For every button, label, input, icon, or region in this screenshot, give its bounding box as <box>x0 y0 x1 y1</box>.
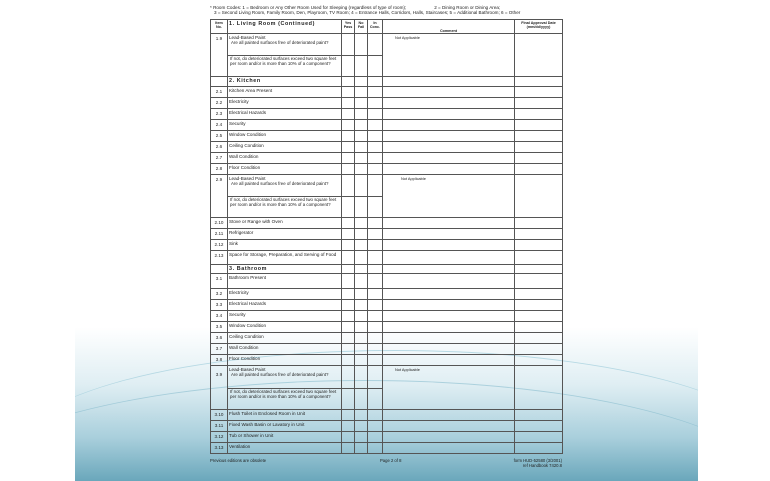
footer-obsolete-note: Previous editions are obsolete <box>210 458 267 463</box>
yes-pass-checkbox[interactable] <box>342 410 355 421</box>
no-fail-checkbox[interactable] <box>355 289 368 300</box>
in-conc-checkbox[interactable] <box>368 131 383 142</box>
kitchen-rows-2 <box>211 218 563 265</box>
approval-date-cell[interactable] <box>515 410 563 421</box>
in-conc-checkbox[interactable] <box>368 98 383 109</box>
item-number: 3.5 <box>211 322 228 333</box>
item-label: Stove or Range with Oven <box>228 218 342 229</box>
in-conc-checkbox[interactable] <box>368 389 383 410</box>
no-fail-checkbox[interactable] <box>355 218 368 229</box>
item-number: 1.9 <box>211 34 228 77</box>
comment-cell[interactable] <box>383 344 515 355</box>
approval-date-cell[interactable] <box>515 229 563 240</box>
approval-date-cell[interactable] <box>515 164 563 175</box>
item-question: If not, do deteriorated surfaces exceed two square feet per room and/or is more than 10% of a component? <box>228 389 342 410</box>
yes-pass-checkbox[interactable] <box>342 142 355 153</box>
item-number: 2.9 <box>211 175 228 218</box>
approval-date-cell[interactable] <box>515 432 563 443</box>
header-item-no: Item No. <box>211 20 228 34</box>
table-row <box>211 251 563 265</box>
no-fail-checkbox[interactable] <box>355 56 368 77</box>
item-number: 2.4 <box>211 120 228 131</box>
item-label: Ceiling Condition <box>228 142 342 153</box>
section-header-row <box>211 77 563 87</box>
in-conc-checkbox[interactable] <box>368 344 383 355</box>
approval-date-cell[interactable] <box>515 251 563 265</box>
in-conc-checkbox[interactable] <box>368 421 383 432</box>
footer-handbook-ref: ref Handbook 7420.8 <box>522 463 562 468</box>
table-row <box>211 164 563 175</box>
in-conc-checkbox[interactable] <box>368 34 383 56</box>
in-conc-checkbox[interactable] <box>368 366 383 389</box>
in-conc-checkbox[interactable] <box>368 432 383 443</box>
comment-cell[interactable] <box>383 109 515 120</box>
no-fail-checkbox[interactable] <box>355 240 368 251</box>
item-number: 3.1 <box>211 274 228 289</box>
header-no-fail: No Fail <box>355 20 368 34</box>
comment-cell[interactable] <box>383 251 515 265</box>
yes-pass-checkbox[interactable] <box>342 229 355 240</box>
item-label: Flush Toilet in Enclosed Room in Unit <box>228 410 342 421</box>
room-codes-legend <box>210 5 562 16</box>
item-number: 2.1 <box>211 87 228 98</box>
in-conc-checkbox[interactable] <box>368 274 383 289</box>
section-title-kitchen: 2. Kitchen <box>228 77 342 87</box>
table-row <box>211 175 563 197</box>
comment-cell[interactable] <box>383 98 515 109</box>
yes-pass-checkbox[interactable] <box>342 333 355 344</box>
item-number: 3.9 <box>211 366 228 410</box>
item-label: Lead-Based Paint <box>229 35 266 40</box>
in-conc-checkbox[interactable] <box>368 164 383 175</box>
legend-line-2: 3 = Second Living Room, Family Room, Den, Playroom, TV Room; 4 = Entrance Halls, Corridors, Halls, Staircases; 5 = Additional Bathroom; 6 = Other <box>214 10 521 16</box>
yes-pass-checkbox[interactable] <box>342 300 355 311</box>
comment-cell[interactable] <box>383 164 515 175</box>
section-title-living-room: 1. Living Room (Continued) <box>228 20 342 34</box>
in-conc-checkbox[interactable] <box>368 87 383 98</box>
comment-cell[interactable] <box>383 153 515 164</box>
header-yes-pass: Yes Pass <box>342 20 355 34</box>
in-conc-checkbox[interactable] <box>368 218 383 229</box>
approval-date-cell[interactable] <box>515 120 563 131</box>
no-fail-checkbox[interactable] <box>355 421 368 432</box>
in-conc-checkbox[interactable] <box>368 142 383 153</box>
yes-pass-checkbox[interactable] <box>342 251 355 265</box>
in-conc-checkbox[interactable] <box>368 109 383 120</box>
in-conc-checkbox[interactable] <box>368 197 383 218</box>
in-conc-checkbox[interactable] <box>368 289 383 300</box>
in-conc-checkbox[interactable] <box>368 443 383 454</box>
in-conc-checkbox[interactable] <box>368 153 383 164</box>
item-label: Kitchen Area Present <box>228 87 342 98</box>
item-number: 3.11 <box>211 421 228 432</box>
item-label: Window Condition <box>228 322 342 333</box>
approval-date-cell[interactable] <box>515 443 563 454</box>
table-row <box>211 289 563 300</box>
no-fail-checkbox[interactable] <box>355 355 368 366</box>
item-number: 3.3 <box>211 300 228 311</box>
comment-cell[interactable] <box>383 142 515 153</box>
no-fail-checkbox[interactable] <box>355 175 368 197</box>
table-row <box>211 153 563 164</box>
table-row <box>211 218 563 229</box>
item-number: 3.10 <box>211 410 228 421</box>
legend-line-1b: 2 = Dining Room or Dining Area; <box>434 5 501 10</box>
no-fail-checkbox[interactable] <box>355 311 368 322</box>
yes-pass-checkbox[interactable] <box>342 164 355 175</box>
approval-date-cell[interactable] <box>515 274 563 289</box>
yes-pass-checkbox[interactable] <box>342 311 355 322</box>
table-row <box>211 300 563 311</box>
in-conc-checkbox[interactable] <box>368 240 383 251</box>
comment-cell[interactable]: Not Applicable <box>383 34 515 77</box>
item-question: Are all painted surfaces free of deteriorated paint? <box>231 372 329 378</box>
in-conc-checkbox[interactable] <box>368 333 383 344</box>
yes-pass-checkbox[interactable] <box>342 421 355 432</box>
comment-cell[interactable] <box>383 432 515 443</box>
item-label: Wall Condition <box>228 153 342 164</box>
table-row <box>211 311 563 322</box>
yes-pass-checkbox[interactable] <box>342 240 355 251</box>
no-fail-checkbox[interactable] <box>355 120 368 131</box>
approval-date-cell[interactable] <box>515 142 563 153</box>
no-fail-checkbox[interactable] <box>355 344 368 355</box>
comment-cell[interactable] <box>383 218 515 229</box>
no-fail-checkbox[interactable] <box>355 109 368 120</box>
no-fail-checkbox[interactable] <box>355 153 368 164</box>
yes-pass-checkbox[interactable] <box>342 56 355 77</box>
header-in-conc: In Conc. <box>368 20 383 34</box>
approval-date-cell[interactable] <box>515 333 563 344</box>
yes-pass-checkbox[interactable] <box>342 432 355 443</box>
yes-pass-checkbox[interactable] <box>342 34 355 56</box>
approval-date-cell[interactable] <box>515 366 563 410</box>
item-number: 2.13 <box>211 251 228 265</box>
approval-date-cell[interactable] <box>515 421 563 432</box>
in-conc-checkbox[interactable] <box>368 56 383 77</box>
item-label: Sink <box>228 240 342 251</box>
yes-pass-checkbox[interactable] <box>342 443 355 454</box>
approval-date-cell[interactable] <box>515 344 563 355</box>
table-row <box>211 240 563 251</box>
yes-pass-checkbox[interactable] <box>342 344 355 355</box>
table-row <box>211 131 563 142</box>
no-fail-checkbox[interactable] <box>355 131 368 142</box>
approval-date-cell[interactable] <box>515 322 563 333</box>
no-fail-checkbox[interactable] <box>355 410 368 421</box>
no-fail-checkbox[interactable] <box>355 251 368 265</box>
item-label: Ceiling Condition <box>228 333 342 344</box>
in-conc-checkbox[interactable] <box>368 322 383 333</box>
footer-page-number: Page 2 of 8 <box>380 458 402 463</box>
no-fail-checkbox[interactable] <box>355 322 368 333</box>
no-fail-checkbox[interactable] <box>355 300 368 311</box>
item-number: 2.12 <box>211 240 228 251</box>
bathroom-rows <box>211 274 563 366</box>
item-number: 2.7 <box>211 153 228 164</box>
in-conc-checkbox[interactable] <box>368 355 383 366</box>
kitchen-rows <box>211 87 563 175</box>
approval-date-cell[interactable] <box>515 289 563 300</box>
table-row <box>211 87 563 98</box>
approval-date-cell[interactable] <box>515 87 563 98</box>
header-comment: Comment <box>383 20 515 34</box>
item-number: 2.8 <box>211 164 228 175</box>
item-number: 3.8 <box>211 355 228 366</box>
item-label: Electrical Hazards <box>228 109 342 120</box>
table-row <box>211 98 563 109</box>
item-label: Window Condition <box>228 131 342 142</box>
item-number: 2.3 <box>211 109 228 120</box>
item-label: Security <box>228 120 342 131</box>
item-number: 3.4 <box>211 311 228 322</box>
item-number: 2.11 <box>211 229 228 240</box>
no-fail-checkbox[interactable] <box>355 98 368 109</box>
comment-cell[interactable] <box>383 289 515 300</box>
in-conc-checkbox[interactable] <box>368 175 383 197</box>
table-row <box>211 333 563 344</box>
yes-pass-checkbox[interactable] <box>342 389 355 410</box>
item-number: 3.6 <box>211 333 228 344</box>
no-fail-checkbox[interactable] <box>355 389 368 410</box>
in-conc-checkbox[interactable] <box>368 251 383 265</box>
comment-cell[interactable] <box>383 131 515 142</box>
item-label: Floor Condition <box>228 355 342 366</box>
item-label: Refrigerator <box>228 229 342 240</box>
approval-date-cell[interactable] <box>515 175 563 218</box>
comment-cell[interactable] <box>383 120 515 131</box>
table-row <box>211 344 563 355</box>
approval-date-cell[interactable] <box>515 311 563 322</box>
item-label: Fixed Wash Basin or Lavatory in Unit <box>228 421 342 432</box>
footer-form-number: form HUD-52580 (3/2001) <box>513 458 562 463</box>
table-row <box>211 34 563 56</box>
item-label: Electricity <box>228 98 342 109</box>
table-row <box>211 229 563 240</box>
yes-pass-checkbox[interactable] <box>342 87 355 98</box>
no-fail-checkbox[interactable] <box>355 34 368 56</box>
item-number: 3.13 <box>211 443 228 454</box>
comment-cell[interactable]: Not Applicable <box>383 175 515 218</box>
item-number: 3.12 <box>211 432 228 443</box>
yes-pass-checkbox[interactable] <box>342 175 355 197</box>
approval-date-cell[interactable] <box>515 240 563 251</box>
item-label: Ventilation <box>228 443 342 454</box>
no-fail-checkbox[interactable] <box>355 87 368 98</box>
no-fail-checkbox[interactable] <box>355 142 368 153</box>
yes-pass-checkbox[interactable] <box>342 98 355 109</box>
item-number: 2.5 <box>211 131 228 142</box>
table-row <box>211 355 563 366</box>
no-fail-checkbox[interactable] <box>355 164 368 175</box>
table-row <box>211 432 563 443</box>
yes-pass-checkbox[interactable] <box>342 322 355 333</box>
comment-cell[interactable] <box>383 274 515 289</box>
item-question: Are all painted surfaces free of deteriorated paint? <box>231 181 329 187</box>
yes-pass-checkbox[interactable] <box>342 109 355 120</box>
no-fail-checkbox[interactable] <box>355 197 368 218</box>
item-number: 3.2 <box>211 289 228 300</box>
comment-cell[interactable] <box>383 240 515 251</box>
no-fail-checkbox[interactable] <box>355 443 368 454</box>
item-number: 2.10 <box>211 218 228 229</box>
item-label: Floor Condition <box>228 164 342 175</box>
in-conc-checkbox[interactable] <box>368 229 383 240</box>
no-fail-checkbox[interactable] <box>355 229 368 240</box>
approval-date-cell[interactable] <box>515 355 563 366</box>
no-fail-checkbox[interactable] <box>355 366 368 389</box>
table-row <box>211 443 563 454</box>
comment-cell[interactable] <box>383 443 515 454</box>
yes-pass-checkbox[interactable] <box>342 153 355 164</box>
yes-pass-checkbox[interactable] <box>342 120 355 131</box>
yes-pass-checkbox[interactable] <box>342 366 355 389</box>
comment-cell[interactable] <box>383 421 515 432</box>
yes-pass-checkbox[interactable] <box>342 197 355 218</box>
item-label: Wall Condition <box>228 344 342 355</box>
table-row <box>211 366 563 389</box>
section-title-bathroom: 3. Bathroom <box>228 265 342 274</box>
table-row <box>211 322 563 333</box>
item-label: Electricity <box>228 289 342 300</box>
section-header-row <box>211 265 563 274</box>
comment-cell[interactable] <box>383 300 515 311</box>
item-number: 3.7 <box>211 344 228 355</box>
comment-cell[interactable] <box>383 229 515 240</box>
yes-pass-checkbox[interactable] <box>342 274 355 289</box>
comment-cell[interactable] <box>383 355 515 366</box>
approval-date-cell[interactable] <box>515 153 563 164</box>
yes-pass-checkbox[interactable] <box>342 355 355 366</box>
in-conc-checkbox[interactable] <box>368 311 383 322</box>
item-label: Lead-Based Paint <box>229 367 266 372</box>
item-label: Electrical Hazards <box>228 300 342 311</box>
item-question: If not, do deteriorated surfaces exceed two square feet per room and/or is more than 10% of a component? <box>228 197 342 218</box>
bathroom-rows-2 <box>211 410 563 454</box>
yes-pass-checkbox[interactable] <box>342 218 355 229</box>
table-header-row <box>211 20 563 34</box>
yes-pass-checkbox[interactable] <box>342 289 355 300</box>
item-question: If not, do deteriorated surfaces exceed two square feet per room and/or is more than 10% of a component? <box>228 56 342 77</box>
header-final-approval: Final Approval Date (mm/dd/yyyy) <box>515 20 563 34</box>
in-conc-checkbox[interactable] <box>368 410 383 421</box>
item-label: Bathroom Present <box>228 274 342 289</box>
table-row <box>211 410 563 421</box>
table-row <box>211 109 563 120</box>
item-label: Tub or Shower in Unit <box>228 432 342 443</box>
approval-date-cell[interactable] <box>515 218 563 229</box>
in-conc-checkbox[interactable] <box>368 120 383 131</box>
comment-cell[interactable] <box>383 311 515 322</box>
table-row <box>211 120 563 131</box>
comment-cell[interactable] <box>383 87 515 98</box>
approval-date-cell[interactable] <box>515 300 563 311</box>
inspection-checklist-table <box>210 19 563 454</box>
approval-date-cell[interactable] <box>515 131 563 142</box>
comment-cell[interactable] <box>383 333 515 344</box>
item-question: Are all painted surfaces free of deteriorated paint? <box>231 40 329 46</box>
no-fail-checkbox[interactable] <box>355 274 368 289</box>
approval-date-cell[interactable] <box>515 109 563 120</box>
yes-pass-checkbox[interactable] <box>342 131 355 142</box>
item-label: Space for Storage, Preparation, and Serving of Food <box>228 251 342 265</box>
table-row <box>211 421 563 432</box>
item-number: 2.2 <box>211 98 228 109</box>
item-number: 2.6 <box>211 142 228 153</box>
comment-cell[interactable] <box>383 410 515 421</box>
approval-date-cell[interactable] <box>515 98 563 109</box>
comment-cell[interactable] <box>383 322 515 333</box>
comment-cell[interactable]: Not Applicable <box>383 366 515 410</box>
table-row <box>211 274 563 289</box>
no-fail-checkbox[interactable] <box>355 432 368 443</box>
item-label: Security <box>228 311 342 322</box>
in-conc-checkbox[interactable] <box>368 300 383 311</box>
table-row <box>211 142 563 153</box>
approval-date-cell[interactable] <box>515 34 563 77</box>
no-fail-checkbox[interactable] <box>355 333 368 344</box>
item-label: Lead-Based Paint <box>229 176 266 181</box>
legend-line-1a: * Room Codes: 1 = Bedroom or Any Other Room Used for Sleeping (regardless of type of room); <box>210 5 407 10</box>
